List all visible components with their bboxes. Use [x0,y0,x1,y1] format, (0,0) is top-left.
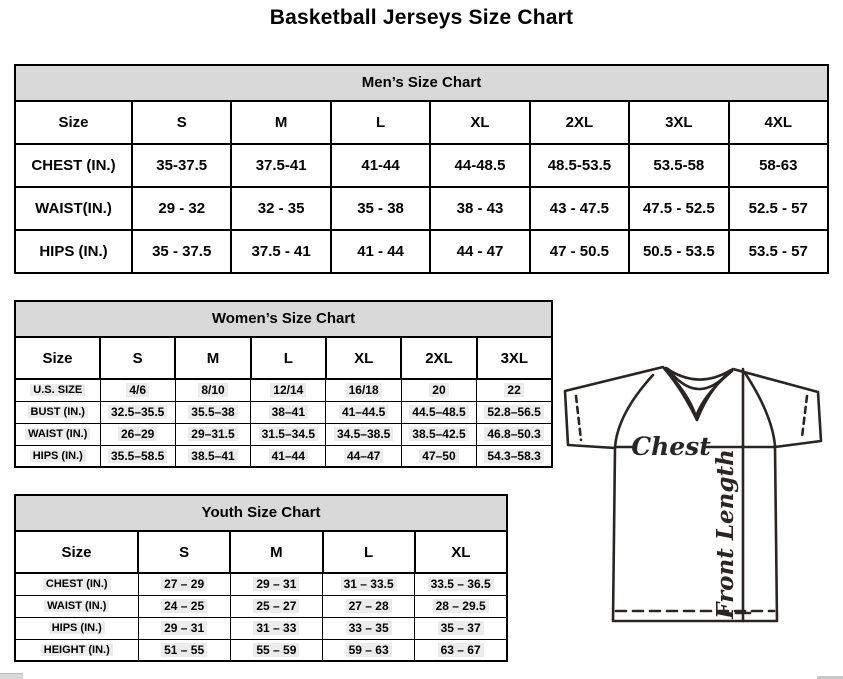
womens-size-chart [14,300,553,468]
table-cell: 37.5-41 [231,144,330,187]
table-cell: 53.5-58 [629,144,728,187]
column-header: 4XL [729,101,828,144]
table-cell: 63 – 67 [415,639,507,661]
table-cell: 44-48.5 [430,144,529,187]
table-cell: 26–29 [100,423,175,445]
table-row [15,423,552,445]
column-header: S [132,101,231,144]
table-cell: 16/18 [326,379,401,401]
column-header: L [323,531,415,573]
table-cell: 35.5–38 [175,401,250,423]
table-cell: 52.8–56.5 [477,401,552,423]
table-cell: 38–41 [251,401,326,423]
column-header: Size [15,531,138,573]
row-label: WAIST (IN.) [15,595,138,617]
table-cell: 43 - 47.5 [530,187,629,230]
mens-header-row [15,101,828,144]
table-row [15,445,552,467]
row-label: HIPS (IN.) [15,617,138,639]
table-cell: 33 – 35 [323,617,415,639]
table-cell: 44 - 47 [430,230,529,273]
table-cell: 47 - 50.5 [530,230,629,273]
row-label: HIPS (IN.) [15,230,132,273]
table-cell: 59 – 63 [323,639,415,661]
row-label: HIPS (IN.) [15,445,100,467]
table-cell: 54.3–58.3 [477,445,552,467]
scrollbar-corner-fragment [0,673,23,679]
table-cell: 35 – 37 [415,617,507,639]
column-header: Size [15,101,132,144]
table-cell: 35.5–58.5 [100,445,175,467]
row-label: U.S. SIZE [15,379,100,401]
table-cell: 52.5 - 57 [729,187,828,230]
table-cell: 12/14 [251,379,326,401]
column-header: M [175,337,250,379]
column-header: 2XL [530,101,629,144]
mens-size-chart [14,64,829,274]
table-cell: 32.5–35.5 [100,401,175,423]
chest-label: Chest [631,432,711,461]
table-cell: 31.5–34.5 [251,423,326,445]
table-cell: 47–50 [401,445,476,467]
column-header: XL [326,337,401,379]
column-header: Size [15,337,100,379]
table-cell: 41-44 [331,144,430,187]
column-header: 3XL [629,101,728,144]
table-cell: 38 - 43 [430,187,529,230]
table-cell: 32 - 35 [231,187,330,230]
womens-header-row [15,337,552,379]
table-cell: 38.5–41 [175,445,250,467]
womens-chart-title: Women’s Size Chart [14,300,553,338]
table-row [15,144,828,187]
column-header: S [138,531,230,573]
table-cell: 29 - 32 [132,187,231,230]
table-row [15,187,828,230]
table-cell: 34.5–38.5 [326,423,401,445]
table-cell: 58-63 [729,144,828,187]
mens-table [14,100,829,274]
youth-header-row [15,531,507,573]
table-cell: 35 - 38 [331,187,430,230]
row-label: CHEST (IN.) [15,144,132,187]
table-cell: 46.8–50.3 [477,423,552,445]
table-cell: 29 – 31 [230,573,322,595]
table-cell: 41 - 44 [331,230,430,273]
table-cell: 35-37.5 [132,144,231,187]
table-cell: 50.5 - 53.5 [629,230,728,273]
table-row [15,639,507,661]
table-cell: 8/10 [175,379,250,401]
table-cell: 35 - 37.5 [132,230,231,273]
youth-table [14,530,508,662]
table-cell: 27 – 28 [323,595,415,617]
table-row [15,401,552,423]
womens-table [14,336,553,468]
table-cell: 27 – 29 [138,573,230,595]
mens-chart-title: Men’s Size Chart [14,64,829,102]
jersey-measurement-diagram [556,358,840,638]
table-row [15,230,828,273]
column-header: M [231,101,330,144]
table-row [15,379,552,401]
table-cell: 55 – 59 [230,639,322,661]
table-cell: 53.5 - 57 [729,230,828,273]
table-cell: 28 – 29.5 [415,595,507,617]
table-cell: 44.5–48.5 [401,401,476,423]
table-cell: 4/6 [100,379,175,401]
table-cell: 41–44.5 [326,401,401,423]
table-cell: 38.5–42.5 [401,423,476,445]
column-header: M [230,531,322,573]
table-cell: 41–44 [251,445,326,467]
column-header: L [251,337,326,379]
youth-size-chart [14,494,508,662]
table-cell: 51 – 55 [138,639,230,661]
page-title: Basketball Jerseys Size Chart [269,6,574,29]
row-label: BUST (IN.) [15,401,100,423]
table-cell: 20 [401,379,476,401]
table-cell: 31 – 33.5 [323,573,415,595]
table-row [15,595,507,617]
table-cell: 31 – 33 [230,617,322,639]
table-cell: 25 – 27 [230,595,322,617]
table-row [15,617,507,639]
table-cell: 48.5-53.5 [530,144,629,187]
column-header: 3XL [477,337,552,379]
row-label: WAIST (IN.) [15,423,100,445]
youth-chart-title: Youth Size Chart [14,494,508,532]
table-cell: 47.5 - 52.5 [629,187,728,230]
table-cell: 29 – 31 [138,617,230,639]
table-row [15,573,507,595]
front-length-label: Front Length [712,449,739,619]
row-label: CHEST (IN.) [15,573,138,595]
table-cell: 37.5 - 41 [231,230,330,273]
column-header: XL [415,531,507,573]
column-header: S [100,337,175,379]
table-cell: 29–31.5 [175,423,250,445]
row-label: HEIGHT (IN.) [15,639,138,661]
table-cell: 22 [477,379,552,401]
table-cell: 33.5 – 36.5 [415,573,507,595]
jersey-outline [565,367,821,621]
column-header: 2XL [401,337,476,379]
table-cell: 24 – 25 [138,595,230,617]
column-header: L [331,101,430,144]
table-cell: 44–47 [326,445,401,467]
row-label: WAIST(IN.) [15,187,132,230]
column-header: XL [430,101,529,144]
